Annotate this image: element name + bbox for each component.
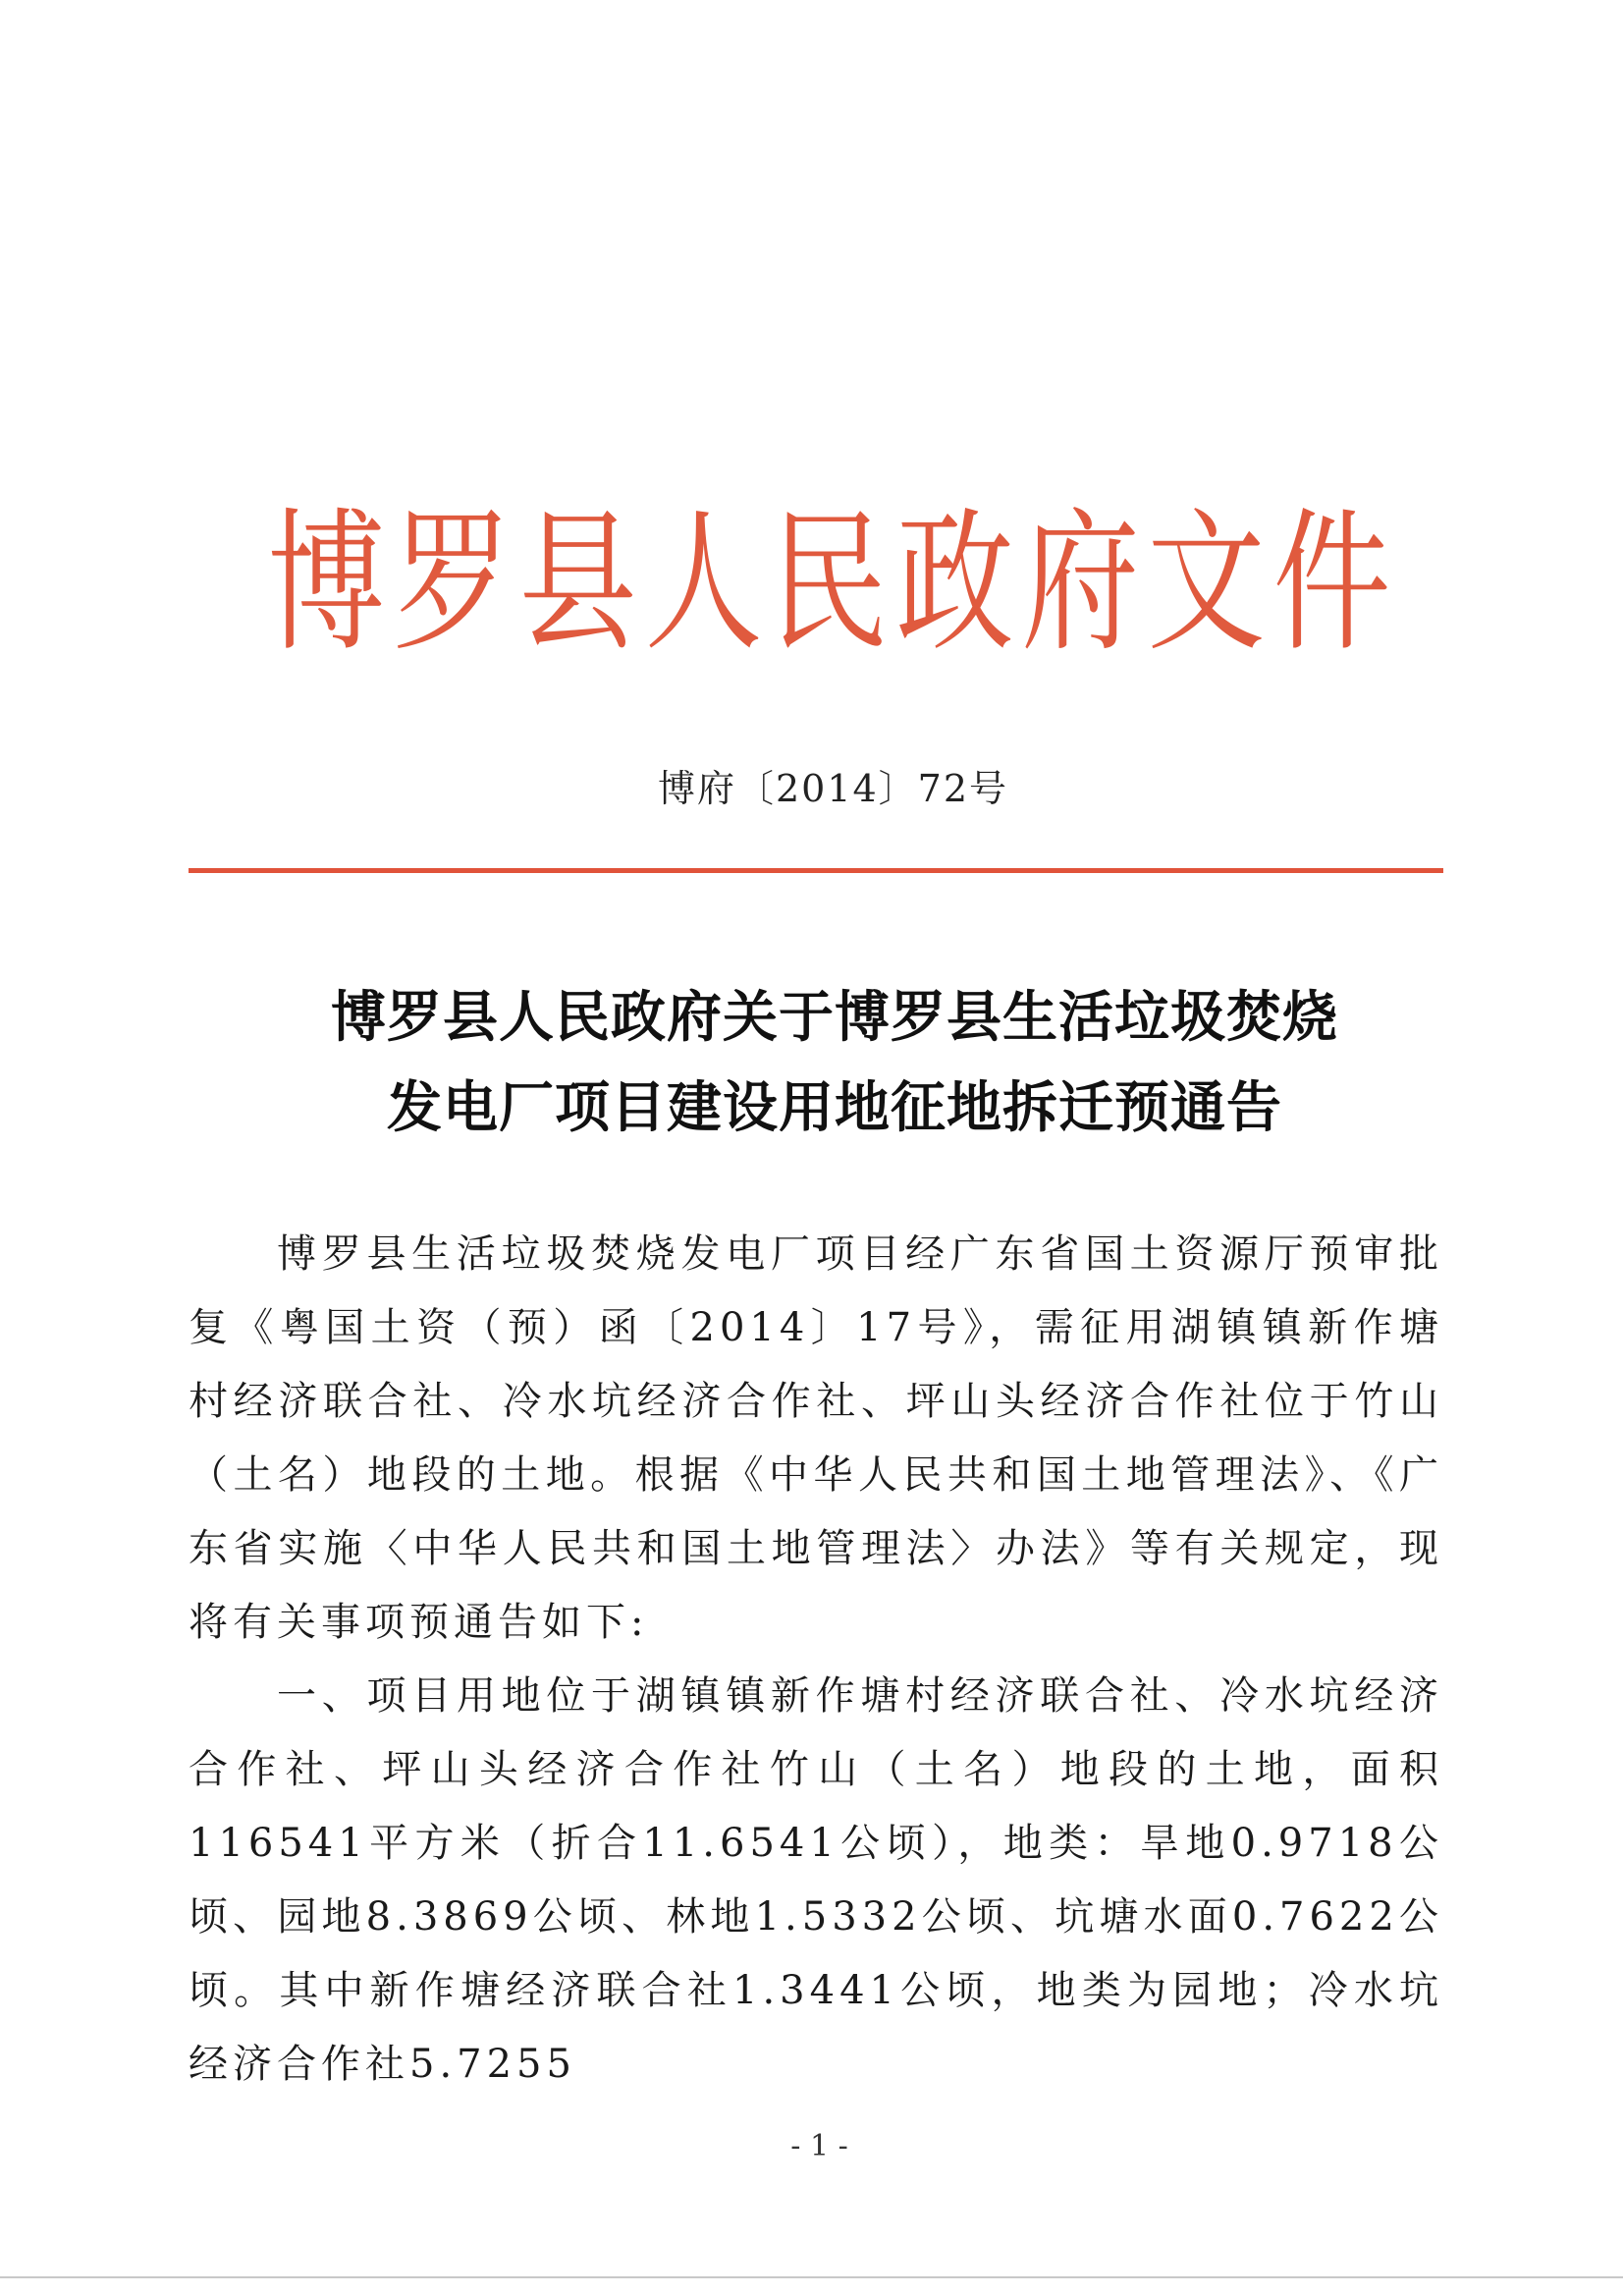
body-paragraph-1: 博罗县生活垃圾焚烧发电厂项目经广东省国土资源厅预审批复《粤国土资（预）函〔2014〕17号》，需征用湖镇镇新作塘村经济联合社、冷水坑经济合作社、坪山头经济合作社位于竹山（土名）地段的土地。根据《中华人民共和国土地管理法》、《广东省实施〈中华人民共和国土地管理法〉办法》等有关规定，现将有关事项预通告如下: (189, 1231, 1443, 1645)
red-divider-line (189, 868, 1443, 873)
scan-bottom-edge (0, 2276, 1623, 2278)
title-line-2: 发电厂项目建设用地征地拆迁预通告 (387, 1075, 1282, 1140)
document-title (147, 972, 1522, 1153)
document-body (189, 1218, 1443, 2102)
title-line-1: 博罗县人民政府关于博罗县生活垃圾焚烧 (331, 985, 1338, 1050)
document-masthead: 博罗县人民政府文件 (267, 495, 1399, 674)
document-number: 博府〔2014〕72号 (657, 767, 1009, 810)
body-paragraph-2: 一、项目用地位于湖镇镇新作塘村经济联合社、冷水坑经济合作社、坪山头经济合作社竹山（土名）地段的土地，面积116541平方米（折合11.6541公顷），地类：旱地0.9718公顷、园地8.3869公顷、林地1.5332公顷、坑塘水面0.7622公顷。其中新作塘经济联合社1.3441公顷，地类为园地；冷水坑经济合作社5.7255 (189, 1673, 1443, 2087)
page-number: - 1 - (790, 2129, 848, 2163)
